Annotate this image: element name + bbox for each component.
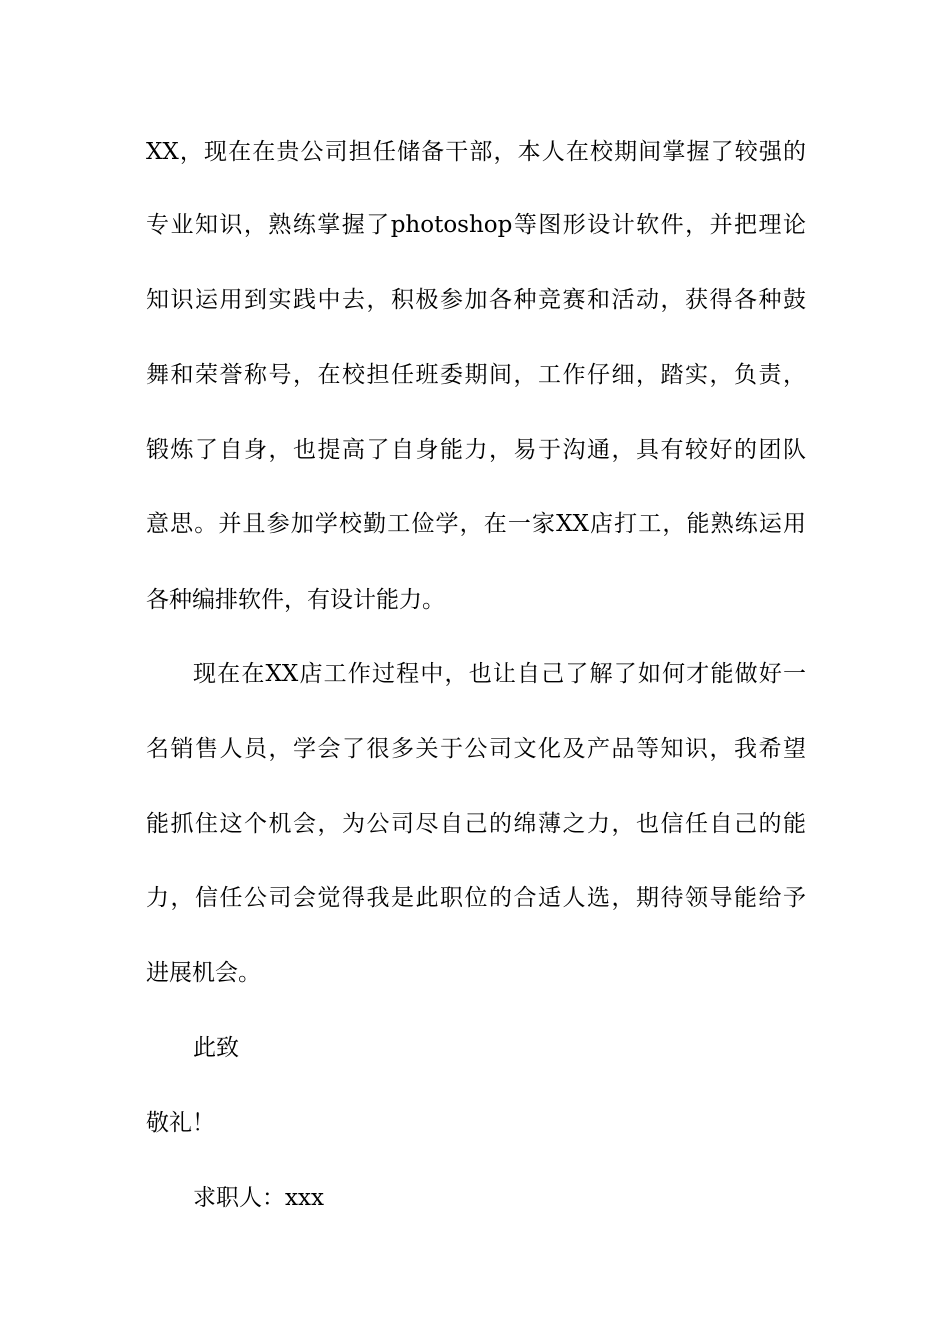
paragraph1-line: 专业知识，熟练掌握了photoshop等图形设计软件，并把理论 <box>146 212 806 238</box>
paragraph1-line: 意思。并且参加学校勤工俭学，在一家XX店打工，能熟练运用 <box>146 511 806 537</box>
signature: 求职人：xxx <box>193 1185 324 1211</box>
closing-salute: 敬礼！ <box>146 1110 215 1136</box>
paragraph2-line: 现在在XX店工作过程中，也让自己了解了如何才能做好一 <box>193 661 806 687</box>
paragraph2-line: 力，信任公司会觉得我是此职位的合适人选，期待领导能给予 <box>146 885 806 911</box>
closing-greeting: 此致 <box>193 1035 239 1061</box>
paragraph2-line: 名销售人员，学会了很多关于公司文化及产品等知识，我希望 <box>146 736 806 762</box>
paragraph1-line: 舞和荣誉称号，在校担任班委期间，工作仔细，踏实，负责， <box>146 362 806 388</box>
paragraph1-line: 各种编排软件，有设计能力。 <box>146 587 445 613</box>
paragraph2-line: 进展机会。 <box>146 960 261 986</box>
paragraph1-line: XX，现在在贵公司担任储备干部，本人在校期间掌握了较强的 <box>146 139 806 165</box>
paragraph2-line: 能抓住这个机会，为公司尽自己的绵薄之力，也信任自己的能 <box>146 811 806 837</box>
paragraph1-line: 锻炼了自身，也提高了自身能力，易于沟通，具有较好的团队 <box>146 437 806 463</box>
paragraph1-line: 知识运用到实践中去，积极参加各种竞赛和活动，获得各种鼓 <box>146 287 806 313</box>
